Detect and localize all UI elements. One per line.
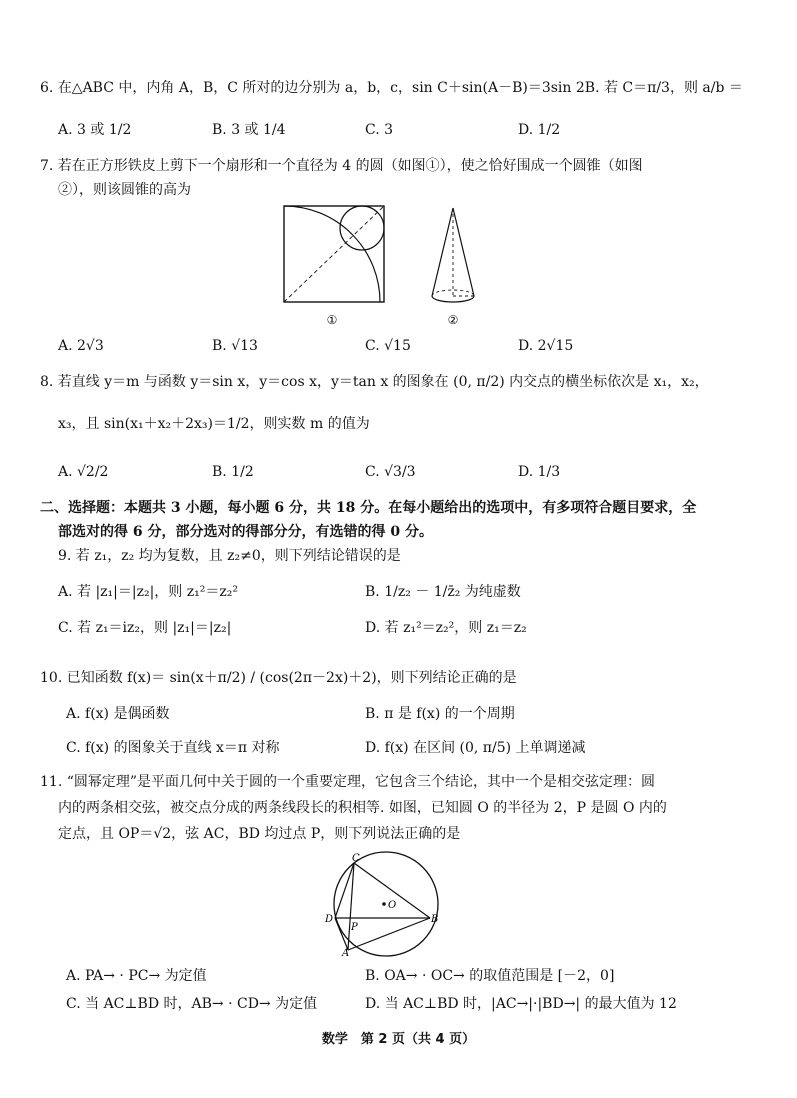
q11-circle-figure: [318, 850, 448, 958]
fig2-label: ②: [447, 313, 459, 327]
q11-option-b: B. OA→ · OC→ 的取值范围是 [－2，0]: [365, 968, 615, 984]
q8-stem-line2: x₃，且 sin(x₁＋x₂＋2x₃)＝1/2，则实数 m 的值为: [58, 416, 370, 432]
label-o: O: [388, 900, 397, 911]
q11-line2: 内的两条相交弦，被交点分成的两条线段长的积相等. 如图，已知圆 O 的半径为 2，P 是圆 O 内的: [58, 800, 667, 816]
q6-option-a: A. 3 或 1/2: [58, 122, 132, 138]
q6-option-b: B. 3 或 1/4: [212, 122, 286, 138]
q7-figure: [270, 200, 490, 328]
q11-line1: 11. “圆幂定理”是平面几何中关于圆的一个重要定理，它包含三个结论，其中一个是相交弦定理：圆: [40, 774, 656, 790]
q6-option-d: D. 1/2: [518, 122, 561, 138]
section2-line2: 部选对的得 6 分，部分选对的得部分分，有选错的得 0 分。: [58, 524, 433, 540]
q7-option-d: D. 2√15: [518, 338, 574, 354]
label-p: P: [351, 922, 358, 933]
q9-option-c: C. 若 z₁＝iz₂，则 |z₁|＝|z₂|: [58, 620, 232, 636]
q7-option-a: A. 2√3: [58, 338, 104, 354]
section2-line1: 二、选择题：本题共 3 小题，每小题 6 分，共 18 分。在每小题给出的选项中，有多项符合题目要求，全: [40, 500, 697, 516]
label-a: A: [342, 948, 350, 958]
segment-da: [335, 918, 348, 950]
q7-stem-line1: 7. 若在正方形铁皮上剪下一个扇形和一个直径为 4 的圆（如图①），使之恰好围成一个圆锥（如图: [40, 158, 643, 174]
label-b: B: [431, 914, 439, 925]
q7-figure-1: [284, 206, 384, 302]
q6-option-c: C. 3: [365, 122, 394, 138]
q9-option-a: A. 若 |z₁|＝|z₂|，则 z₁²＝z₂²: [58, 584, 238, 600]
label-d: D: [325, 914, 334, 925]
q7-stem-line2: ②），则该圆锥的高为: [58, 182, 191, 198]
label-c: C: [352, 853, 360, 864]
fig1-label: ①: [326, 313, 338, 327]
q9-option-d: D. 若 z₁²＝z₂²，则 z₁＝z₂: [365, 620, 527, 636]
q8-stem-line1: 8. 若直线 y＝m 与函数 y＝sin x，y＝cos x，y＝tan x 的图象在 (0, π/2) 内交点的横坐标依次是 x₁，x₂，: [40, 374, 709, 390]
q8-option-b: B. 1/2: [212, 464, 254, 480]
q11-line3: 定点，且 OP＝√2，弦 AC，BD 均过点 P，则下列说法正确的是: [58, 826, 461, 842]
q10-option-d: D. f(x) 在区间 (0, π/5) 上单调递减: [365, 740, 586, 756]
q10-option-a: A. f(x) 是偶函数: [66, 706, 170, 722]
q8-option-c: C. √3/3: [365, 464, 416, 480]
sector-arc: [284, 206, 380, 302]
cone-base-front: [432, 296, 474, 302]
q9-option-b: B. 1/z₂ － 1/z̄₂ 为纯虚数: [365, 584, 521, 600]
q11-option-c: C. 当 AC⊥BD 时，AB→ · CD→ 为定值: [66, 996, 318, 1012]
circle-o: [334, 852, 438, 956]
q10-stem: 10. 已知函数 f(x)＝ sin(x＋π/2) / (cos(2π－2x)＋2)，则下列结论正确的是: [40, 670, 517, 686]
cone-side-left: [432, 208, 453, 296]
page-footer: 数学 第 2 页（共 4 页）: [321, 1032, 476, 1047]
q7-figure-2: [432, 208, 474, 302]
q8-option-d: D. 1/3: [518, 464, 561, 480]
q7-option-c: C. √15: [365, 338, 411, 354]
q11-option-a: A. PA→ · PC→ 为定值: [66, 968, 207, 984]
q7-option-b: B. √13: [212, 338, 258, 354]
q11-option-d: D. 当 AC⊥BD 时，|AC→|·|BD→| 的最大值为 12: [365, 996, 677, 1012]
q10-option-b: B. π 是 f(x) 的一个周期: [365, 706, 515, 722]
center-point: [382, 902, 386, 906]
q10-option-c: C. f(x) 的图象关于直线 x＝π 对称: [66, 740, 280, 756]
q8-option-a: A. √2/2: [58, 464, 109, 480]
q9-stem: 9. 若 z₁，z₂ 均为复数，且 z₂≠0，则下列结论错误的是: [58, 548, 401, 564]
q6-stem: 6. 在△ABC 中，内角 A，B，C 所对的边分别为 a，b，c，sin C＋sin(A－B)＝3sin 2B. 若 C＝π/3，则 a/b ＝: [40, 80, 743, 96]
cone-side-right: [453, 208, 474, 296]
